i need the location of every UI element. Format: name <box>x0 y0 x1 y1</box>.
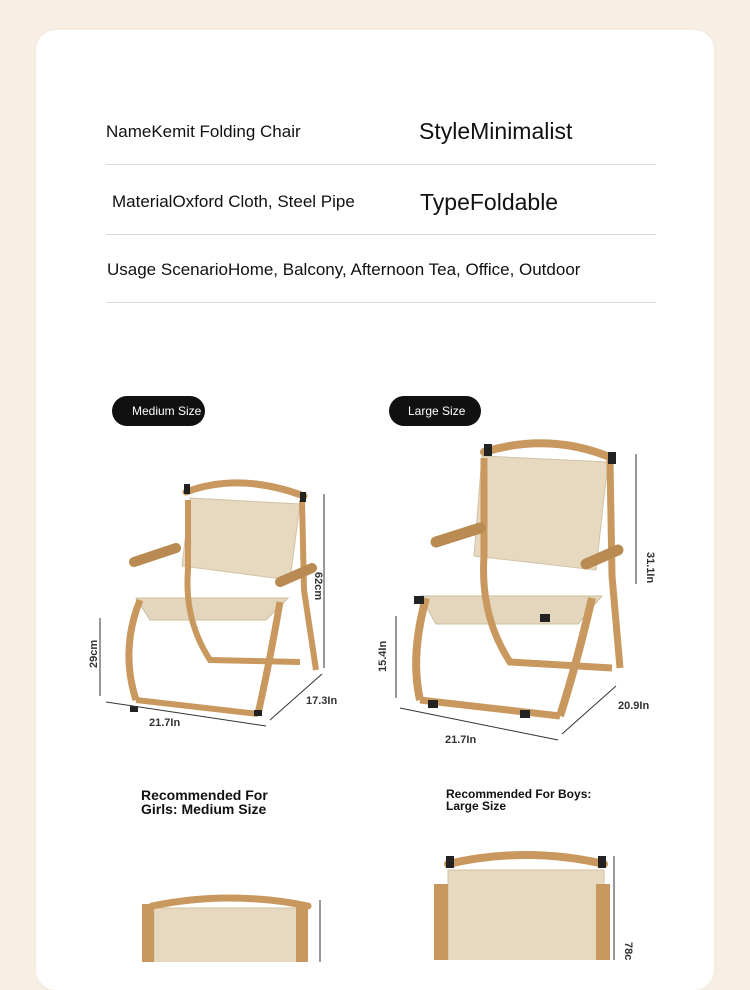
medium-height-label: 62cm <box>312 572 324 601</box>
recommend-girls-label: Recommended For Girls: Medium Size <box>141 787 268 817</box>
recommend-boys-label: Recommended For Boys: Large Size <box>446 787 592 813</box>
large-height-label: 31.1In <box>644 552 656 584</box>
spec-type: TypeFoldable <box>420 189 559 215</box>
girls-chair-front-illustration <box>130 892 330 962</box>
medium-depth-label: 17.3In <box>306 695 338 707</box>
spec-usage: Usage ScenarioHome, Balcony, Afternoon Tea, Office, Outdoor <box>107 260 581 279</box>
spec-material: MaterialOxford Cloth, Steel Pipe <box>112 192 355 211</box>
large-width-label: 21.7In <box>445 734 477 746</box>
large-size-badge: Large Size <box>389 396 481 426</box>
medium-width-label: 21.7In <box>149 717 181 729</box>
large-seat-height-label: 15.4In <box>377 640 389 672</box>
spec-style: StyleMinimalist <box>419 118 573 144</box>
large-depth-label: 20.9In <box>618 700 650 712</box>
medium-chair-illustration <box>90 470 350 730</box>
medium-size-badge: Medium Size <box>112 396 205 426</box>
boys-height-label: 78c <box>622 942 634 961</box>
medium-seat-height-label: 29cm <box>88 639 100 668</box>
boys-chair-front-illustration <box>426 848 646 960</box>
spec-name: NameKemit Folding Chair <box>106 122 301 141</box>
